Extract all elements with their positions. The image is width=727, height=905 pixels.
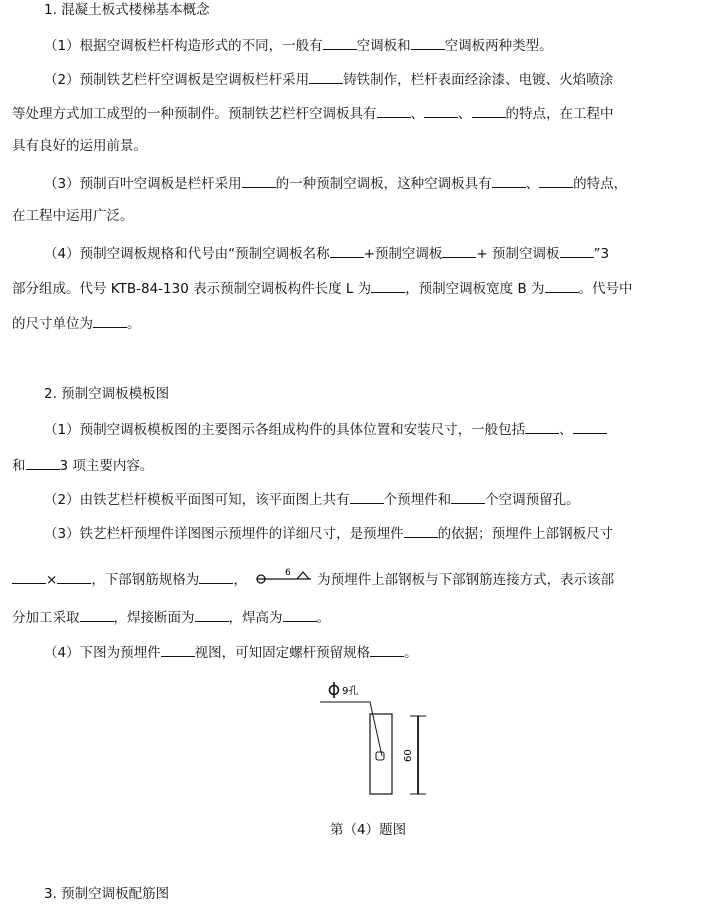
bolt-hole xyxy=(376,752,384,760)
answer-blank[interactable] xyxy=(545,277,579,293)
s1-q4-line1: （4）预制空调板规格和代号由“预制空调板名称 +预制空调板 + 预制空调板 ”3 xyxy=(44,242,609,264)
answer-blank[interactable] xyxy=(525,418,559,434)
answer-blank[interactable] xyxy=(424,102,458,118)
answer-blank[interactable] xyxy=(57,568,91,584)
answer-blank[interactable] xyxy=(80,606,114,622)
s1-q1: （1）根据空调板栏杆构造形式的不同，一般有 空调板和 空调板两种类型。 xyxy=(44,34,553,56)
answer-blank[interactable] xyxy=(370,641,404,657)
s1-q4-line3: 的尺寸单位为 。 xyxy=(12,312,141,334)
answer-blank[interactable] xyxy=(283,606,317,622)
answer-blank[interactable] xyxy=(371,277,405,293)
s1-q4-line2: 部分组成。代号 KTB-84-130 表示预制空调板构件长度 L 为 ，预制空调板宽度 B 为 。代号中 xyxy=(12,277,633,299)
answer-blank[interactable] xyxy=(26,454,60,470)
answer-blank[interactable] xyxy=(539,172,573,188)
answer-blank[interactable] xyxy=(195,606,229,622)
weld-symbol-icon xyxy=(255,566,313,594)
s1-q3-line1: （3）预制百叶空调板是栏杆采用 的一种预制空调板，这种空调板具有 、 的特点， xyxy=(44,172,627,194)
answer-blank[interactable] xyxy=(330,242,364,258)
hole-label: 9孔 xyxy=(342,686,359,697)
s2-q2: （2）由铁艺栏杆模板平面图可知，该平面图上共有 个预埋件和 个空调预留孔。 xyxy=(44,488,580,510)
answer-blank[interactable] xyxy=(93,312,127,328)
answer-blank[interactable] xyxy=(442,242,476,258)
answer-blank[interactable] xyxy=(242,172,276,188)
answer-blank[interactable] xyxy=(573,418,607,434)
answer-blank[interactable] xyxy=(560,242,594,258)
s2-q3-line2: × ，下部钢筋规格为 ， 6 为预埋件上部钢板与下部钢筋连接方式，表示该部 xyxy=(12,566,614,594)
section-2-title: 2. 预制空调板模板图 xyxy=(44,386,170,402)
answer-blank[interactable] xyxy=(451,488,485,504)
embedded-part-drawing xyxy=(310,676,450,802)
answer-blank[interactable] xyxy=(161,641,195,657)
answer-blank[interactable] xyxy=(377,102,411,118)
answer-blank[interactable] xyxy=(404,522,438,538)
s2-q1-line1: （1）预制空调板模板图的主要图示各组成构件的具体位置和安装尺寸，一般包括 、 xyxy=(44,418,607,440)
section-3-title: 3. 预制空调板配筋图 xyxy=(44,886,170,902)
answer-blank[interactable] xyxy=(350,488,384,504)
s1-q2-line1: （2）预制铁艺栏杆空调板是空调板栏杆采用 铸铁制作，栏杆表面经涂漆、电镀、火焰喷涂 xyxy=(44,68,613,90)
s1-q2-line2: 等处理方式加工成型的一种预制件。预制铁艺栏杆空调板具有 、 、 的特点，在工程中 xyxy=(12,102,614,124)
s2-q1-line2: 和 3 项主要内容。 xyxy=(12,454,153,476)
answer-blank[interactable] xyxy=(323,34,357,50)
answer-blank[interactable] xyxy=(411,34,445,50)
s2-q4: （4）下图为预埋件 视图，可知固定螺杆预留规格 。 xyxy=(44,641,418,663)
s1-q2-line3: 具有良好的运用前景。 xyxy=(12,138,147,154)
answer-blank[interactable] xyxy=(472,102,506,118)
figure-caption: 第（4）题图 xyxy=(330,822,407,838)
answer-blank[interactable] xyxy=(199,568,233,584)
answer-blank[interactable] xyxy=(12,568,46,584)
answer-blank[interactable] xyxy=(309,68,343,84)
section-1-title: 1. 混凝土板式楼梯基本概念 xyxy=(44,2,210,18)
weld-size-label: 6 xyxy=(285,568,291,578)
dimension-label: 60 xyxy=(403,749,414,762)
s2-q3-line1: （3）铁艺栏杆预埋件详图图示预埋件的详细尺寸，是预埋件 的依据；预埋件上部钢板尺寸 xyxy=(44,522,613,544)
s1-q3-line2: 在工程中运用广泛。 xyxy=(12,208,134,224)
steel-plate-outline xyxy=(370,714,392,794)
answer-blank[interactable] xyxy=(492,172,526,188)
s2-q3-line3: 分加工采取 ，焊接断面为 ，焊高为 。 xyxy=(12,606,330,628)
